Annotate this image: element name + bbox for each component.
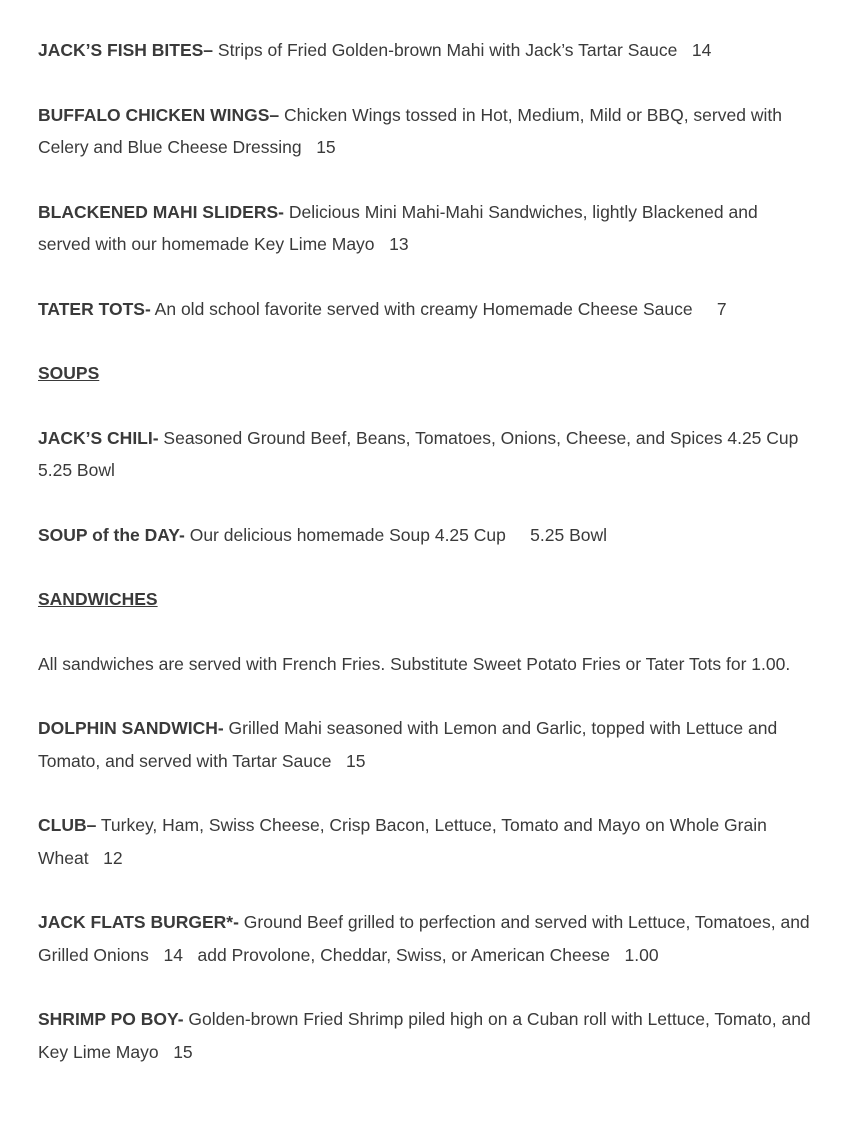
menu-item-fish-bites (38, 34, 813, 67)
sandwiches-note: All sandwiches are served with French Fries. Substitute Sweet Potato Fries or Tater Tots for 1.00. (38, 653, 791, 674)
item-description: Our delicious homemade Soup 4.25 Cup 5.25 Bowl (184, 524, 608, 545)
item-name: SHRIMP PO BOY- (38, 1009, 184, 1029)
item-description: Strips of Fried Golden-brown Mahi with Jack’s Tartar Sauce 14 (213, 40, 712, 60)
item-description: Ground Beef grilled to perfection and served with Lettuce, Tomatoes, and Grilled Onions 14 add Provolone, Cheddar, Swiss, or American Cheese 1.00 (38, 912, 815, 965)
item-name: TATER TOTS- (38, 298, 151, 319)
item-name: DOLPHIN SANDWICH- (38, 718, 224, 738)
item-description: An old school favorite served with creamy Homemade Cheese Sauce 7 (150, 298, 727, 319)
item-name: BLACKENED MAHI SLIDERS- (38, 201, 284, 222)
menu-item-shrimp-po-boy (38, 1003, 816, 1068)
item-description: Turkey, Ham, Swiss Cheese, Crisp Bacon, Lettuce, Tomato and Mayo on Whole Grain Wheat 12 (38, 815, 772, 868)
menu-item-chili (38, 422, 828, 487)
menu-page (38, 34, 828, 1100)
item-name: JACK FLATS BURGER*- (38, 912, 239, 932)
item-name: JACK’S CHILI- (38, 427, 159, 448)
item-description: Delicious Mini Mahi-Mahi Sandwiches, lightly Blackened and served with our homemade Key Lime Mayo 13 (38, 201, 763, 254)
menu-item-burger (38, 906, 813, 971)
section-heading: SOUPS (38, 363, 100, 383)
menu-item-mahi-sliders (38, 196, 813, 261)
menu-item-soup-of-day (38, 519, 813, 552)
item-description: Seasoned Ground Beef, Beans, Tomatoes, Onions, Cheese, and Spices 4.25 Cup 5.25 Bowl (38, 427, 828, 480)
menu-item-club (38, 809, 813, 874)
menu-item-tater-tots (38, 293, 813, 326)
menu-item-dolphin-sandwich (38, 712, 813, 777)
item-name: BUFFALO CHICKEN WINGS– (38, 104, 280, 125)
item-description: Chicken Wings tossed in Hot, Medium, Mild or BBQ, served with Celery and Blue Cheese Dressing 15 (38, 104, 787, 157)
item-name: CLUB– (38, 815, 97, 835)
menu-item-buffalo-wings (38, 99, 813, 164)
section-heading: SANDWICHES (38, 589, 158, 609)
item-description: Grilled Mahi seasoned with Lemon and Garlic, topped with Lettuce and Tomato, and served with Tartar Sauce 15 (38, 718, 782, 771)
section-heading-soups (38, 357, 813, 390)
item-name: SOUP of the DAY- (38, 524, 185, 545)
item-description: Golden-brown Fried Shrimp piled high on a Cuban roll with Lettuce, Tomato, and Key Lime Mayo 15 (38, 1009, 816, 1062)
section-heading-sandwiches (38, 583, 813, 616)
item-name: JACK’S FISH BITES– (38, 40, 214, 60)
